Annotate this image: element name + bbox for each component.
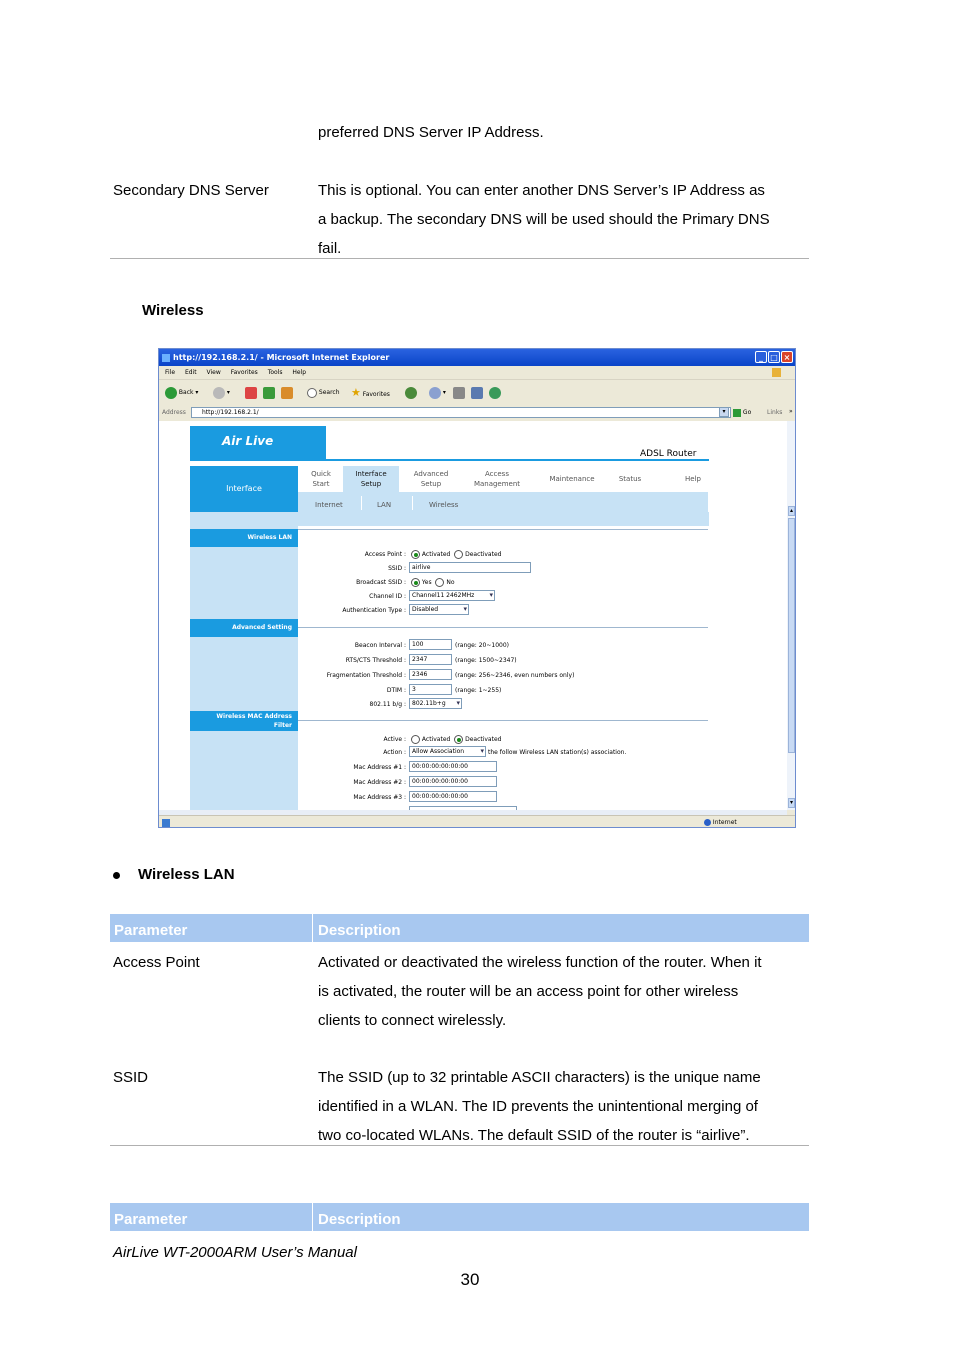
history-button[interactable] <box>405 386 417 400</box>
star-icon: ★ <box>351 386 361 399</box>
nav-line: Status <box>618 475 642 483</box>
header-parameter: Parameter <box>114 922 188 939</box>
windows-logo-icon <box>772 368 781 377</box>
close-button[interactable]: × <box>781 351 793 363</box>
subnav-lan[interactable]: LAN <box>377 501 392 509</box>
dtim-input[interactable] <box>409 684 452 695</box>
channel-value: Channel11 2462MHz <box>412 592 475 599</box>
internet-zone <box>704 816 737 828</box>
ie-icon <box>162 354 170 362</box>
browser-window-screenshot <box>158 348 796 828</box>
access-point-label: Access Point : <box>364 551 406 558</box>
desc-ssid <box>318 1063 813 1150</box>
favorites-button[interactable] <box>351 386 390 400</box>
address-dropdown-button[interactable]: ▾ <box>719 407 729 417</box>
back-arrow-icon <box>165 387 177 399</box>
beacon-value: 100 <box>412 641 424 648</box>
refresh-button[interactable] <box>263 386 275 400</box>
scroll-thumb[interactable] <box>788 518 795 753</box>
param-ssid: SSID <box>113 1069 149 1086</box>
dtim-label: DTIM : <box>386 687 406 694</box>
messenger-button[interactable] <box>489 386 501 400</box>
action-label: Action : <box>383 749 406 756</box>
mode-value: 802.11b+g <box>412 700 446 707</box>
nav-line: Interface <box>355 470 387 478</box>
secondary-dns-desc <box>318 176 813 263</box>
subnav-divider <box>361 496 362 510</box>
broadcast-ssid-label: Broadcast SSID : <box>356 579 406 586</box>
nav-maintenance[interactable] <box>537 474 607 484</box>
beacon-label: Beacon Interval : <box>354 642 406 649</box>
nav-interface-setup[interactable] <box>345 469 397 489</box>
rts-input[interactable] <box>409 654 452 665</box>
router-page <box>159 421 787 810</box>
edit-button[interactable] <box>471 386 483 400</box>
beacon-input[interactable] <box>409 639 452 650</box>
brand-banner <box>190 426 326 459</box>
stop-icon <box>245 387 257 399</box>
address-label: Address <box>162 409 186 416</box>
mac2-label: Mac Address #2 : <box>353 779 406 786</box>
action-select[interactable] <box>409 746 486 757</box>
nav-line: Quick <box>311 470 331 478</box>
active-radios <box>411 735 501 744</box>
mac2-value: 00:00:00:00:00:00 <box>412 778 468 785</box>
activated-radio[interactable] <box>411 550 420 559</box>
bullet-heading <box>113 866 235 883</box>
mode-select[interactable] <box>409 698 462 709</box>
history-icon <box>405 387 417 399</box>
nav-line: Maintenance <box>549 475 595 483</box>
activated-label: Activated <box>421 551 451 558</box>
address-value: http://192.168.2.1/ <box>202 409 259 416</box>
filter-activated-radio[interactable] <box>411 735 420 744</box>
menu-view[interactable]: View <box>206 369 221 376</box>
nav-line: Management <box>473 480 521 488</box>
dtim-value: 3 <box>412 686 416 693</box>
no-label: No <box>446 579 455 586</box>
stop-button[interactable] <box>245 386 257 400</box>
section-wireless-lan: Wireless LAN <box>190 529 298 547</box>
menu-edit[interactable]: Edit <box>184 369 197 376</box>
subnav-internet[interactable]: Internet <box>315 501 343 509</box>
table-divider <box>110 258 809 259</box>
subnav-wireless[interactable]: Wireless <box>429 501 459 509</box>
frag-value: 2346 <box>412 671 428 678</box>
print-button[interactable] <box>453 386 465 400</box>
frag-input[interactable] <box>409 669 452 680</box>
ssid-input[interactable] <box>409 562 531 573</box>
menu-bar <box>159 366 795 379</box>
subnav-divider <box>412 496 413 510</box>
filter-activated-label: Activated <box>421 736 451 743</box>
nav-line: Help <box>685 475 701 483</box>
airlive-logo: Air Live <box>222 434 274 448</box>
desc-line: Activated or deactivated the wireless function of the router. When it <box>318 954 762 971</box>
filter-deactivated-radio[interactable] <box>454 735 463 744</box>
nav-line: Advanced <box>413 470 449 478</box>
desc-line: identified in a WLAN. The ID prevents the unintentional merging of <box>318 1098 758 1115</box>
bullet-heading-text: Wireless LAN <box>138 866 235 883</box>
window-title: http://192.168.2.1/ - Microsoft Internet Explorer <box>173 353 390 362</box>
deactivated-radio[interactable] <box>454 550 463 559</box>
go-button[interactable] <box>733 406 751 420</box>
chevron-right-icon[interactable]: » <box>789 408 793 415</box>
spacer-band <box>190 512 709 526</box>
param-access-point: Access Point <box>113 954 200 971</box>
auth-type-label: Authentication Type : <box>342 607 406 614</box>
yes-radio[interactable] <box>411 578 420 587</box>
address-bar <box>159 406 795 420</box>
product-name: ADSL Router <box>640 449 697 459</box>
channel-select[interactable] <box>409 590 495 601</box>
globe-icon <box>704 819 711 826</box>
status-bar <box>159 815 795 828</box>
active-label: Active : <box>383 736 406 743</box>
back-button[interactable]: Back ▾ <box>165 386 198 400</box>
mac1-value: 00:00:00:00:00:00 <box>412 763 468 770</box>
home-icon <box>281 387 293 399</box>
window-titlebar <box>159 349 795 366</box>
mode-label: 802.11 b/g : <box>369 701 406 708</box>
header-description: Description <box>318 1211 401 1228</box>
home-button[interactable] <box>281 386 293 400</box>
desc-line: clients to connect wirelessly. <box>318 1012 507 1029</box>
sub-nav <box>298 492 708 512</box>
frag-label: Fragmentation Threshold : <box>326 672 406 679</box>
menu-tools[interactable]: Tools <box>267 369 283 376</box>
intro-tail: preferred DNS Server IP Address. <box>318 124 544 141</box>
auth-type-select[interactable] <box>409 604 469 615</box>
mac3-label: Mac Address #3 : <box>353 794 406 801</box>
desc-access-point <box>318 948 813 1035</box>
mac1-label: Mac Address #1 : <box>353 764 406 771</box>
scroll-down-arrow-icon[interactable]: ▾ <box>789 799 793 806</box>
nav-help[interactable] <box>671 474 715 484</box>
channel-id-label: Channel ID : <box>369 593 406 600</box>
favorites-label: Favorites <box>362 391 390 398</box>
desc-line: is activated, the router will be an access point for other wireless <box>318 983 739 1000</box>
section-advanced-setting: Advanced Setting <box>190 619 298 637</box>
desc-line: two co-located WLANs. The default SSID of the router is “airlive”. <box>318 1127 750 1144</box>
forward-button[interactable]: ▾ <box>213 386 230 400</box>
nav-line: Setup <box>360 480 382 488</box>
table-divider <box>110 1145 809 1146</box>
messenger-icon <box>489 387 501 399</box>
menu-help[interactable]: Help <box>292 369 307 376</box>
nav-quick-start[interactable] <box>301 469 341 489</box>
action-hint: the follow Wireless LAN station(s) association. <box>488 749 627 756</box>
mail-button[interactable]: ▾ <box>429 386 446 400</box>
address-input[interactable] <box>191 407 731 418</box>
scroll-up-arrow-icon[interactable]: ▴ <box>789 507 793 514</box>
header-description: Description <box>318 922 401 939</box>
mac2-input[interactable] <box>409 776 497 787</box>
page-number: 30 <box>460 1270 480 1289</box>
page-icon <box>162 819 170 827</box>
broadcast-ssid-radios <box>411 578 455 587</box>
ssid-label: SSID : <box>388 565 406 572</box>
menu-file[interactable]: File <box>165 369 176 376</box>
search-button[interactable] <box>307 386 340 400</box>
auth-value: Disabled <box>412 606 439 613</box>
mac3-value: 00:00:00:00:00:00 <box>412 793 468 800</box>
search-icon <box>307 388 317 398</box>
header-divider <box>312 914 313 942</box>
rts-hint: (range: 1500~2347) <box>455 657 517 664</box>
yes-label: Yes <box>421 579 432 586</box>
go-label: Go <box>742 409 752 416</box>
desc-line: The SSID (up to 32 printable ASCII characters) is the unique name <box>318 1069 761 1086</box>
header-rule <box>190 459 709 461</box>
header-parameter: Parameter <box>114 1211 188 1228</box>
minimize-button[interactable]: _ <box>755 351 767 363</box>
links-label[interactable]: Links <box>767 409 783 416</box>
table1-header <box>110 914 809 942</box>
go-arrow-icon <box>733 409 741 417</box>
nav-line: Access <box>485 470 509 478</box>
browser-toolbar <box>159 379 795 407</box>
rts-label: RTS/CTS Threshold : <box>345 657 406 664</box>
forward-arrow-icon <box>213 387 225 399</box>
dtim-hint: (range: 1~255) <box>455 687 502 694</box>
bullet-icon <box>113 872 120 879</box>
filter-deactivated-label: Deactivated <box>465 736 502 743</box>
frag-hint: (range: 256~2346, even numbers only) <box>455 672 575 679</box>
rts-value: 2347 <box>412 656 428 663</box>
no-radio[interactable] <box>435 578 444 587</box>
section-rule <box>298 720 708 721</box>
mac3-input[interactable] <box>409 791 497 802</box>
edit-icon <box>471 387 483 399</box>
back-label: Back <box>178 389 194 396</box>
vertical-scrollbar[interactable] <box>787 421 796 810</box>
access-point-radios <box>411 550 501 559</box>
secondary-dns-label: Secondary DNS Server <box>113 182 269 199</box>
print-icon <box>453 387 465 399</box>
desc-line: a backup. The secondary DNS will be used should the Primary DNS <box>318 211 770 228</box>
mac-filter-line: Filter <box>273 722 292 729</box>
section-rule <box>298 627 708 628</box>
section-heading: Wireless <box>142 302 204 319</box>
mail-icon <box>429 387 441 399</box>
nav-advanced-setup[interactable] <box>403 469 459 489</box>
table2-header <box>110 1203 809 1231</box>
mac1-input[interactable] <box>409 761 497 772</box>
refresh-icon <box>263 387 275 399</box>
internet-zone-label: Internet <box>712 819 737 826</box>
maximize-button[interactable]: □ <box>768 351 780 363</box>
action-value: Allow Association <box>412 748 465 755</box>
search-label: Search <box>318 389 340 396</box>
menu-favorites[interactable]: Favorites <box>230 369 258 376</box>
nav-line: Setup <box>420 480 442 488</box>
nav-status[interactable] <box>609 474 651 484</box>
header-divider <box>312 1203 313 1231</box>
mac-filter-line: Wireless MAC Address <box>216 713 292 720</box>
deactivated-label: Deactivated <box>465 551 502 558</box>
section-mac-filter <box>190 711 298 731</box>
section-rule <box>298 529 708 530</box>
desc-line: This is optional. You can enter another DNS Server’s IP Address as <box>318 182 765 199</box>
footer-manual-title: AirLive WT-2000ARM User’s Manual <box>113 1244 357 1261</box>
interface-tab-label: Interface <box>226 484 262 493</box>
interface-tab <box>190 466 298 512</box>
beacon-hint: (range: 20~1000) <box>455 642 509 649</box>
nav-access-management[interactable] <box>465 469 529 489</box>
nav-line: Start <box>312 480 330 488</box>
ssid-value: airlive <box>412 564 431 571</box>
desc-line: fail. <box>318 240 342 257</box>
